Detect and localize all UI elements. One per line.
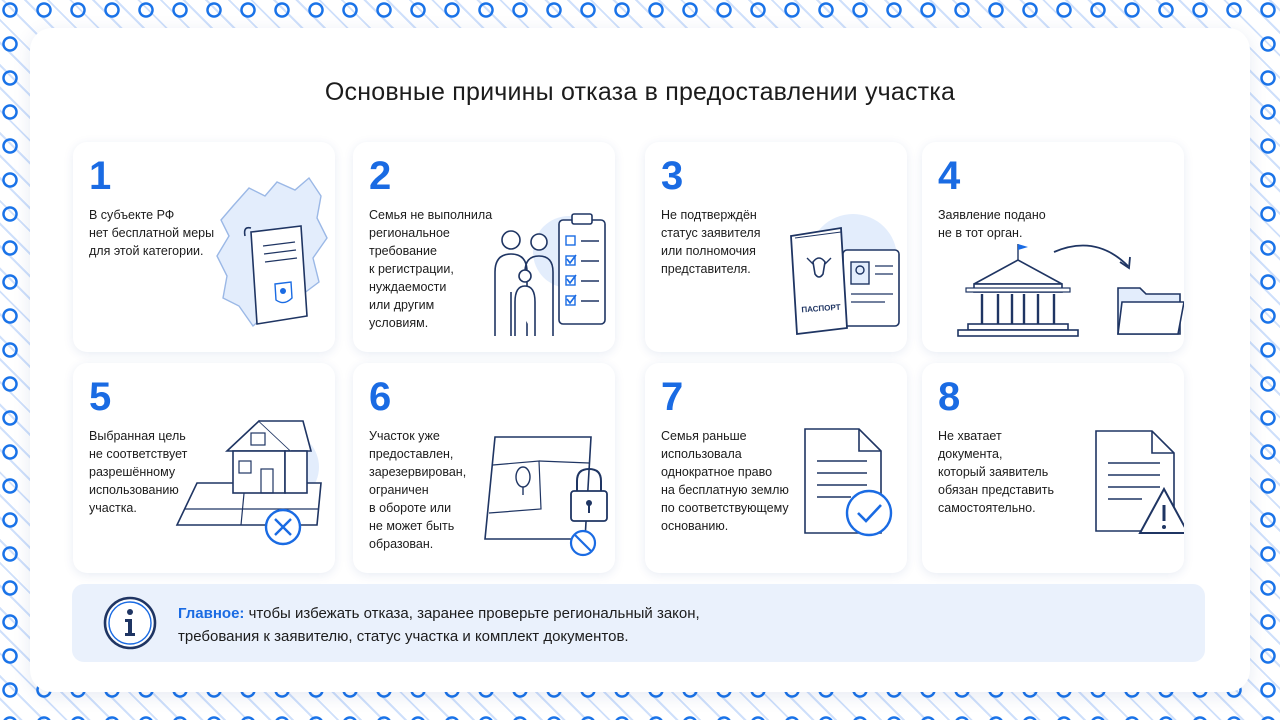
reason-number: 7 <box>661 375 684 419</box>
reason-text: Выбранная цель не соответствует разрешённому использованию участка. <box>89 429 188 515</box>
family-checklist-icon <box>483 212 611 342</box>
reason-text: Не хватает документа, который заявитель обязан представить самостоятельно. <box>938 429 1055 515</box>
region-map-with-document-icon <box>213 166 331 336</box>
document-warning-icon <box>1092 427 1184 543</box>
passport-icon <box>785 210 905 340</box>
reason-text: Участок уже предоставлен, зарезервирован, ограничен в обороте или не может быть образован. <box>369 429 467 551</box>
reason-number: 5 <box>89 375 112 419</box>
page-title: Основные причины отказа в предоставлении участка <box>324 78 956 106</box>
reason-card-5 <box>73 363 335 573</box>
document-check-icon <box>801 425 905 545</box>
reason-card-8 <box>922 363 1184 573</box>
info-text <box>178 602 1078 648</box>
reason-card-7 <box>645 363 907 573</box>
reason-card-4 <box>922 142 1184 352</box>
reason-number: 8 <box>938 375 961 419</box>
plot-lock-icon <box>479 429 609 559</box>
reason-number: 6 <box>369 375 392 419</box>
info-lead: Главное: <box>178 605 245 622</box>
reason-card-2 <box>353 142 615 352</box>
reason-card-6 <box>353 363 615 573</box>
info-icon <box>102 595 158 656</box>
reason-text: Не подтверждён статус заявителя или полномочия представителя. <box>661 208 761 276</box>
government-building-folder-icon <box>946 238 1184 342</box>
reason-number: 3 <box>661 154 684 198</box>
info-banner <box>72 584 1205 662</box>
reason-text: В субъекте РФ нет бесплатной меры для этой категории. <box>89 208 215 258</box>
reason-number: 1 <box>89 154 112 198</box>
reason-card-1 <box>73 142 335 352</box>
reason-number: 2 <box>369 154 392 198</box>
reason-text: Заявление подано не в тот орган. <box>938 208 1046 240</box>
house-plot-cross-icon <box>171 411 331 561</box>
reason-number: 4 <box>938 154 961 198</box>
passport-label: ПАСПОРТ <box>801 302 841 315</box>
info-body: чтобы избежать отказа, заранее проверьте региональный закон, требования к заявителю, статус участка и комплект документов. <box>178 605 700 645</box>
reason-text: Семья раньше использовала однократное право на бесплатную землю по соответствующему основанию. <box>661 429 789 533</box>
reason-text: Семья не выполнила региональное требование к регистрации, нуждаемости или другим условиям. <box>369 208 493 330</box>
reason-card-3 <box>645 142 907 352</box>
